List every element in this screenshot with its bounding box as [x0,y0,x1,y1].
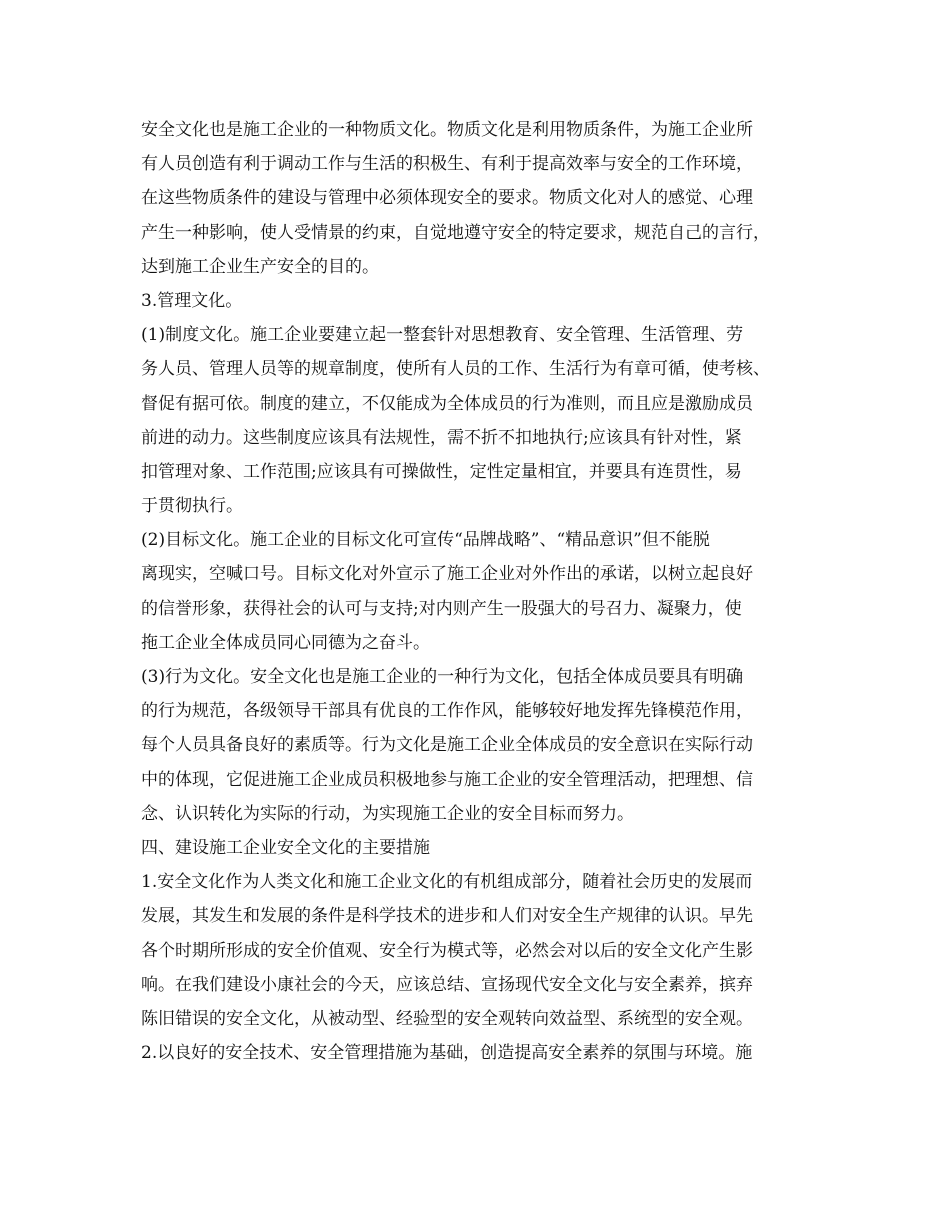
text-line: 达到施工企业生产安全的目的。 [141,256,379,277]
text-line: 各个时期所形成的安全价值观、安全行为模式等，必然会对以后的安全文化产生影 [141,940,753,961]
text-line: 扣管理对象、工作范围;应该具有可操做性，定性定量相宜，并要具有连贯性，易 [141,461,742,482]
text-line: 产生一种影响，使人受情景的约束，自觉地遵守安全的特定要求，规范自己的言行， [141,222,770,243]
text-line: 督促有据可依。制度的建立，不仅能成为全体成员的行为准则，而且应是激励成员 [141,393,753,414]
text-line: 离现实，空喊口号。目标文化对外宣示了施工企业对外作出的承诺，以树立起良好 [141,564,753,585]
text-line: (2)目标文化。施工企业的目标文化可宣传“品牌战略”、“精品意识”但不能脱 [141,530,710,551]
section-heading: 四、建设施工企业安全文化的主要措施 [141,837,430,858]
text-line: 中的体现，它促进施工企业成员积极地参与施工企业的安全管理活动，把理想、信 [141,769,753,790]
text-line: 发展，其发生和发展的条件是科学技术的进步和人们对安全生产规律的认识。早先 [141,906,753,927]
text-line: 的信誉形象，获得社会的认可与支持;对内则产生一股强大的号召力、凝聚力，使 [141,598,742,619]
text-line: 响。在我们建设小康社会的今天，应该总结、宣扬现代安全文化与安全素养，摈弃 [141,974,753,995]
text-line: 前进的动力。这些制度应该具有法规性，需不折不扣地执行;应该具有针对性，紧 [141,427,742,448]
text-line: (3)行为文化。安全文化也是施工企业的一种行为文化，包括全体成员要具有明确 [141,667,744,687]
text-line: 安全文化也是施工企业的一种物质文化。物质文化是利用物质条件，为施工企业所 [141,120,753,140]
text-line: 陈旧错误的安全文化，从被动型、经验型的安全观转向效益型、系统型的安全观。 [141,1008,753,1029]
text-line: 务人员、管理人员等的规章制度，使所有人员的工作、生活行为有章可循，使考核、 [141,359,770,380]
text-line: 有人员创造有利于调动工作与生活的积极生、有利于提高效率与安全的工作环境， [141,154,753,175]
text-line: 的行为规范，各级领导干部具有优良的工作作风，能够较好地发挥先锋模范作用， [141,701,753,722]
text-line: 2.以良好的安全技术、安全管理措施为基础，创造提高安全素养的氛围与环境。施 [141,1043,753,1064]
text-line: (1)制度文化。施工企业要建立起一整套针对思想教育、安全管理、生活管理、劳 [141,325,744,346]
text-line: 1.安全文化作为人类文化和施工企业文化的有机组成部分，随着社会历史的发展而 [141,872,753,893]
text-line: 在这些物质条件的建设与管理中必须体现安全的要求。物质文化对人的感觉、心理 [141,188,753,209]
text-line: 拖工企业全体成员同心同德为之奋斗。 [141,632,430,653]
text-line: 于贯彻执行。 [141,496,243,517]
section-heading: 3.管理文化。 [141,290,243,311]
text-line: 念、认识转化为实际的行动，为实现施工企业的安全目标而努力。 [141,803,634,824]
text-line: 每个人员具备良好的素质等。行为文化是施工企业全体成员的安全意识在实际行动 [141,735,753,756]
document-body-text [141,113,821,1070]
